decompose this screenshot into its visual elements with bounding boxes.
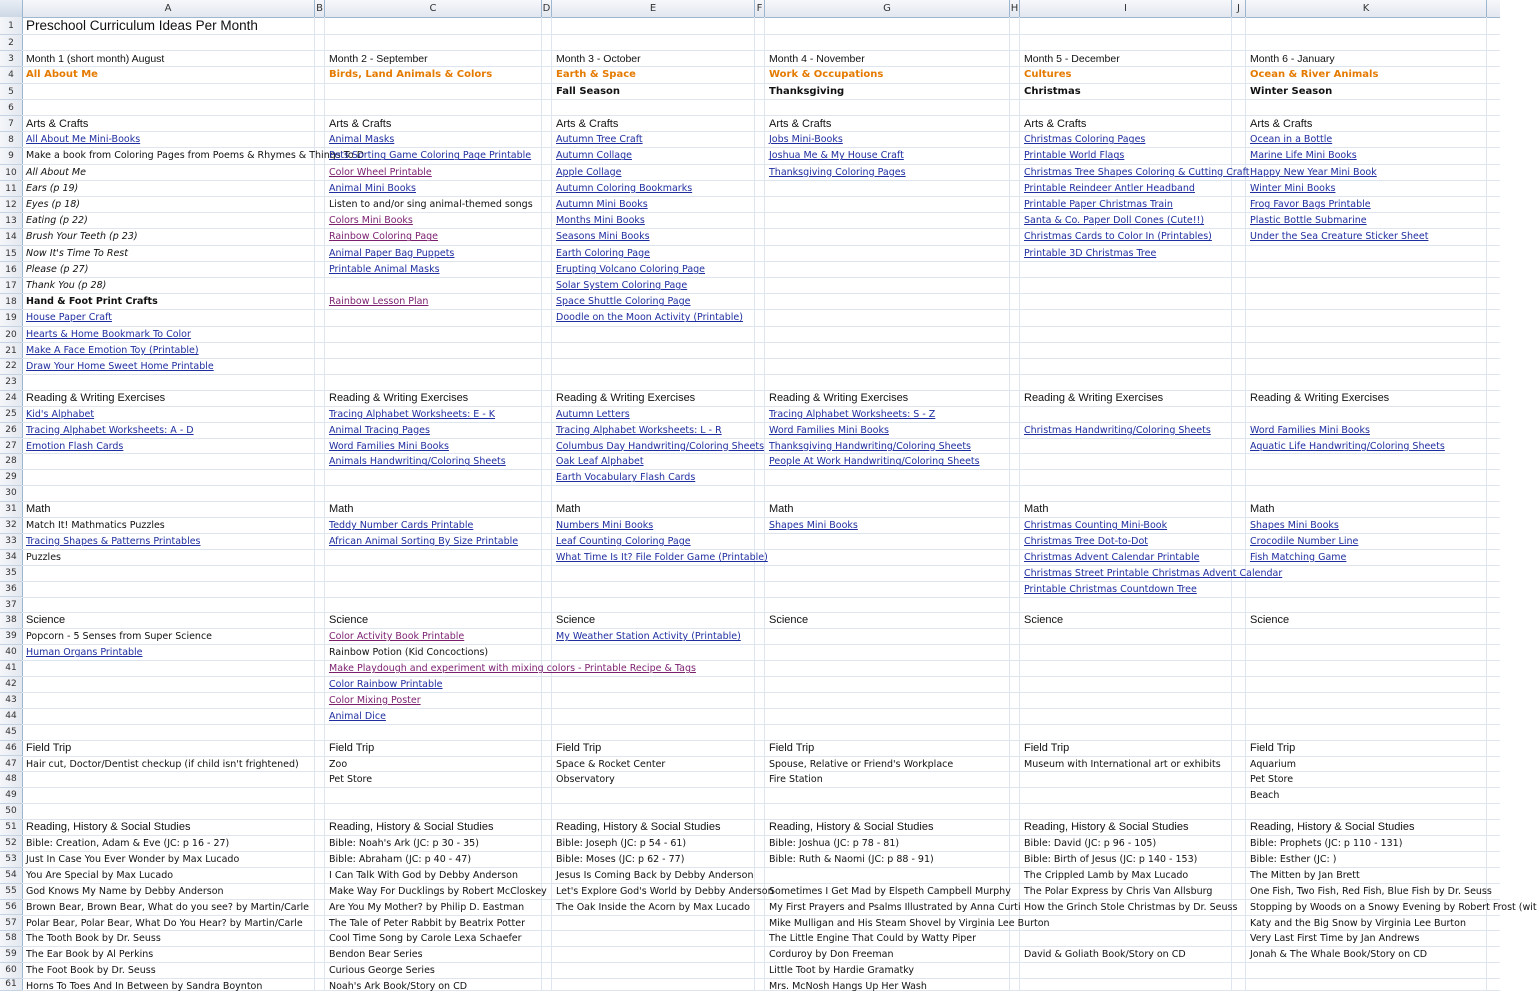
row-header[interactable]: 12: [0, 197, 22, 213]
cell-text: The Tale of Peter Rabbit by Beatrix Potter: [329, 917, 525, 929]
section-heading: Math: [1024, 503, 1049, 516]
cell-hyperlink[interactable]: Happy New Year Mini Book: [1250, 166, 1377, 178]
row-header[interactable]: 13: [0, 213, 22, 229]
column-header-h[interactable]: H: [1010, 0, 1020, 17]
cell-hyperlink[interactable]: Make A Face Emotion Toy (Printable): [26, 344, 199, 356]
cell-hyperlink[interactable]: Doodle on the Moon Activity (Printable): [556, 312, 743, 324]
row-header[interactable]: 52: [0, 836, 22, 852]
row-header[interactable]: 41: [0, 661, 22, 677]
cell-hyperlink[interactable]: Autumn Tree Craft: [556, 134, 643, 146]
cell-hyperlink[interactable]: Emotion Flash Cards: [26, 440, 124, 452]
row-header[interactable]: 36: [0, 582, 22, 598]
cell-hyperlink[interactable]: Tracing Shapes & Patterns Printables: [26, 535, 201, 547]
cell-hyperlink[interactable]: Numbers Mini Books: [556, 520, 654, 531]
section-heading: Field Trip: [769, 741, 815, 754]
cell-hyperlink[interactable]: Ocean in a Bottle: [1250, 134, 1333, 146]
row-header[interactable]: 39: [0, 629, 22, 645]
section-heading: Field Trip: [329, 741, 375, 754]
section-heading: Reading & Writing Exercises: [1024, 391, 1164, 404]
cell-hyperlink[interactable]: Thanksgiving Coloring Pages: [769, 166, 906, 178]
cell-hyperlink[interactable]: Printable Paper Christmas Train: [1024, 199, 1173, 210]
cell-hyperlink[interactable]: Jobs Mini-Books: [769, 134, 843, 146]
row-header[interactable]: 4: [0, 67, 22, 83]
row-header[interactable]: 43: [0, 693, 22, 709]
row-header[interactable]: 49: [0, 788, 22, 804]
row-header[interactable]: 16: [0, 262, 22, 278]
row-header[interactable]: 48: [0, 772, 22, 788]
row-header[interactable]: 40: [0, 645, 22, 661]
cell-text: Curious George Series: [329, 965, 435, 977]
cell-text: Month 1 (short month) August: [26, 53, 165, 66]
cell-text: Popcorn - 5 Senses from Super Science: [26, 631, 213, 643]
cell-text: Horns To Toes And In Between by Sandra Boynton: [26, 981, 263, 993]
cell-hyperlink[interactable]: Make Playdough and experiment with mixing colors - Printable Recipe & Tags: [329, 663, 696, 675]
cell-hyperlink[interactable]: People At Work Handwriting/Coloring Sheets: [769, 456, 980, 468]
section-heading: Arts & Crafts: [1250, 118, 1313, 130]
cell-text: Aquarium: [1250, 758, 1297, 770]
cell-text: Fall Season: [556, 85, 621, 97]
row-header[interactable]: 8: [0, 132, 22, 148]
cell-text: Eyes (p 18): [26, 199, 80, 210]
cell-text: Just In Case You Ever Wonder by Max Lucado: [26, 853, 240, 865]
cell-text: My First Prayers and Psalms Illustrated by Anna Curti: [769, 901, 1021, 913]
cell-text: Bible: Joshua (JC: p 78 - 81): [769, 838, 900, 849]
cell-text: Rainbow Potion (Kid Concoctions): [329, 647, 489, 659]
cell-hyperlink[interactable]: Shapes Mini Books: [769, 520, 858, 531]
row-header[interactable]: 3: [0, 51, 22, 67]
cell-text: The Foot Book by Dr. Seuss: [26, 965, 156, 977]
row-header[interactable]: 25: [0, 407, 22, 423]
row-header[interactable]: 54: [0, 868, 22, 884]
cell-text: Month 6 - January: [1250, 53, 1335, 66]
cell-hyperlink[interactable]: Thanksgiving Handwriting/Coloring Sheets: [769, 440, 971, 452]
cell-text: Winter Season: [1250, 85, 1333, 97]
cell-text: Bible: Ruth & Naomi (JC: p 88 - 91): [769, 853, 934, 865]
cell-hyperlink[interactable]: All About Me Mini-Books: [26, 134, 141, 146]
cell-text: Space & Rocket Center: [556, 758, 666, 770]
cell-text: Mike Mulligan and His Steam Shovel by Virginia Lee Burton: [769, 917, 1050, 929]
section-heading: Field Trip: [556, 741, 602, 754]
cell-text: Very Last First Time by Jan Andrews: [1250, 933, 1420, 945]
cell-text: Mrs. McNosh Hangs Up Her Wash: [769, 981, 927, 993]
row-header[interactable]: 2: [0, 35, 22, 51]
section-heading: Arts & Crafts: [329, 118, 392, 130]
row-header[interactable]: 18: [0, 294, 22, 310]
section-heading: Arts & Crafts: [26, 118, 89, 130]
row-header[interactable]: 28: [0, 454, 22, 470]
column-header-f[interactable]: F: [755, 0, 765, 17]
row-header[interactable]: 21: [0, 343, 22, 359]
cell-text: Bible: Noah's Ark (JC: p 30 - 35): [329, 838, 479, 849]
row-header[interactable]: 47: [0, 757, 22, 773]
cell-text: Let's Explore God's World by Debby Anderson: [556, 885, 774, 897]
cell-text: Month 3 - October: [556, 53, 641, 66]
cell-text: Bible: David (JC: p 96 - 105): [1024, 838, 1157, 849]
row-header[interactable]: 9: [0, 148, 22, 164]
cell-hyperlink[interactable]: Animal Paper Bag Puppets: [329, 247, 455, 259]
row-header[interactable]: 61: [0, 979, 22, 991]
cell-text: Make a book from Coloring Pages from Poems & Rhymes & Things To D: [26, 150, 365, 162]
cell-text: Month 5 - December: [1024, 53, 1120, 66]
cell-text: The Little Engine That Could by Watty Piper: [769, 933, 977, 945]
cell-text: Hand & Foot Print Crafts: [26, 296, 158, 308]
cell-hyperlink[interactable]: Kid's Alphabet: [26, 408, 95, 420]
section-heading: Reading, History & Social Studies: [1024, 821, 1189, 834]
row-header[interactable]: 24: [0, 391, 22, 407]
cell-text: Bible: Prophets (JC: p 110 - 131): [1250, 838, 1403, 849]
cell-text: Katy and the Big Snow by Virginia Lee Burton: [1250, 917, 1466, 929]
cell-text: Fire Station: [769, 774, 823, 786]
section-heading: Arts & Crafts: [769, 118, 832, 130]
cell-hyperlink[interactable]: Tracing Alphabet Worksheets: A - D: [26, 424, 194, 436]
cell-text: The Mitten by Jan Brett: [1250, 869, 1360, 881]
cell-hyperlink[interactable]: Erupting Volcano Coloring Page: [556, 263, 706, 275]
cell-hyperlink[interactable]: Teddy Number Cards Printable: [329, 520, 474, 531]
section-heading: Reading, History & Social Studies: [1250, 821, 1415, 834]
cell-hyperlink[interactable]: Word Families Mini Books: [329, 440, 449, 452]
cell-hyperlink[interactable]: Printable Reindeer Antler Headband: [1024, 182, 1195, 194]
cell-hyperlink[interactable]: Christmas Handwriting/Coloring Sheets: [1024, 424, 1211, 436]
cell-hyperlink[interactable]: Printable Animal Masks: [329, 263, 440, 275]
cell-text: Thank You (p 28): [26, 280, 107, 291]
cell-text: David & Goliath Book/Story on CD: [1024, 949, 1186, 961]
cell-hyperlink[interactable]: Christmas Coloring Pages: [1024, 134, 1146, 146]
row-header[interactable]: 7: [0, 116, 22, 132]
cell-text: The Tooth Book by Dr. Seuss: [26, 933, 161, 945]
section-heading: Arts & Crafts: [1024, 118, 1087, 130]
cell-hyperlink[interactable]: Tracing Alphabet Worksheets: L - R: [556, 424, 722, 436]
cell-text: Bible: Abraham (JC: p 40 - 47): [329, 853, 472, 865]
row-header[interactable]: 5: [0, 84, 22, 100]
row-header[interactable]: 22: [0, 359, 22, 375]
cell-hyperlink[interactable]: Rainbow Coloring Page: [329, 231, 439, 243]
section-heading: Reading & Writing Exercises: [329, 391, 469, 404]
section-heading: Reading & Writing Exercises: [1250, 391, 1390, 404]
section-heading: Math: [769, 503, 794, 516]
row-header[interactable]: 44: [0, 709, 22, 725]
cell-text: Bible: Birth of Jesus (JC: p 140 - 153): [1024, 853, 1198, 865]
row-header[interactable]: 45: [0, 725, 22, 741]
cell-text: Make Way For Ducklings by Robert McCloskey: [329, 885, 547, 897]
cell-hyperlink[interactable]: Christmas Cards to Color In (Printables): [1024, 231, 1212, 243]
section-heading: Math: [26, 503, 51, 516]
cell-text: Puzzles: [26, 551, 61, 563]
cell-hyperlink[interactable]: Autumn Mini Books: [556, 199, 648, 210]
cell-text: Cool Time Song by Carole Lexa Schaefer: [329, 933, 522, 945]
cell-hyperlink[interactable]: Word Families Mini Books: [769, 424, 889, 436]
row-header[interactable]: 19: [0, 310, 22, 326]
cell-hyperlink[interactable]: Seasons Mini Books: [556, 231, 650, 243]
cell-text: Corduroy by Don Freeman: [769, 949, 894, 961]
cell-text: One Fish, Two Fish, Red Fish, Blue Fish by Dr. Seuss: [1250, 885, 1492, 897]
row-header[interactable]: 23: [0, 375, 22, 391]
cell-hyperlink[interactable]: Rainbow Lesson Plan: [329, 296, 429, 308]
row-header[interactable]: 10: [0, 165, 22, 181]
cell-text: Spouse, Relative or Friend's Workplace: [769, 758, 954, 770]
cell-text: Little Toot by Hardie Gramatky: [769, 965, 915, 977]
section-heading: Science: [769, 614, 809, 627]
cell-hyperlink[interactable]: Fish Matching Game: [1250, 551, 1347, 563]
row-header[interactable]: 38: [0, 613, 22, 629]
row-header[interactable]: 29: [0, 470, 22, 486]
cell-hyperlink[interactable]: Plastic Bottle Submarine: [1250, 215, 1367, 227]
cell-text: Birds, Land Animals & Colors: [329, 69, 493, 81]
column-header-k[interactable]: K: [1246, 0, 1487, 17]
cell-hyperlink[interactable]: Santa & Co. Paper Doll Cones (Cute!!): [1024, 215, 1205, 227]
cell-text: Listen to and/or sing animal-themed songs: [329, 199, 533, 210]
cell-text: Cultures: [1024, 69, 1072, 81]
cell-text: Eating (p 22): [26, 215, 88, 227]
cell-hyperlink[interactable]: Color Activity Book Printable: [329, 631, 465, 643]
cell-hyperlink[interactable]: Animal Tracing Pages: [329, 424, 430, 436]
cell-text: Sometimes I Get Mad by Elspeth Campbell Murphy: [769, 885, 1011, 897]
cell-text: Jesus Is Coming Back by Debby Anderson: [556, 869, 754, 881]
cell-text: The Oak Inside the Acorn by Max Lucado: [556, 901, 750, 913]
row-header[interactable]: 31: [0, 502, 22, 518]
section-heading: Reading, History & Social Studies: [769, 821, 934, 834]
cell-text: Thanksgiving: [769, 85, 845, 97]
cell-hyperlink[interactable]: Colors Mini Books: [329, 215, 413, 227]
column-header-e[interactable]: E: [552, 0, 755, 17]
cell-text: Please (p 27): [26, 263, 89, 275]
row-header[interactable]: 58: [0, 931, 22, 947]
row-header[interactable]: 35: [0, 566, 22, 582]
cell-hyperlink[interactable]: What Time Is It? File Folder Game (Printable): [556, 551, 768, 563]
cell-hyperlink[interactable]: Tracing Alphabet Worksheets: S - Z: [769, 408, 936, 420]
row-header[interactable]: 34: [0, 550, 22, 566]
cell-hyperlink[interactable]: Christmas Tree Dot-to-Dot: [1024, 535, 1149, 547]
cell-hyperlink[interactable]: Shapes Mini Books: [1250, 520, 1339, 531]
cell-text: I Can Talk With God by Debby Anderson: [329, 869, 518, 881]
cell-text: Now It's Time To Rest: [26, 247, 128, 259]
row-header[interactable]: 32: [0, 518, 22, 534]
cell-hyperlink[interactable]: House Paper Craft: [26, 312, 112, 324]
cell-hyperlink[interactable]: Autumn Collage: [556, 150, 632, 162]
column-header-a[interactable]: A: [22, 0, 315, 17]
section-heading: Science: [329, 614, 369, 627]
cell-text: God Knows My Name by Debby Anderson: [26, 885, 224, 897]
cell-text: Pet Store: [1250, 774, 1294, 786]
cell-hyperlink[interactable]: Marine Life Mini Books: [1250, 150, 1357, 162]
cell-text: How the Grinch Stole Christmas by Dr. Seuss: [1024, 901, 1238, 913]
column-header-g[interactable]: G: [765, 0, 1010, 17]
cell-hyperlink[interactable]: Printable 3D Christmas Tree: [1024, 247, 1157, 259]
cell-hyperlink[interactable]: Tracing Alphabet Worksheets: E - K: [329, 408, 496, 420]
cell-hyperlink[interactable]: Frog Favor Bags Printable: [1250, 199, 1371, 210]
cell-hyperlink[interactable]: Aquatic Life Handwriting/Coloring Sheets: [1250, 440, 1445, 452]
sheet-title: Preschool Curriculum Ideas Per Month: [26, 18, 258, 33]
section-heading: Reading, History & Social Studies: [329, 821, 494, 834]
cell-text: Month 4 - November: [769, 53, 865, 66]
row-header[interactable]: 27: [0, 439, 22, 455]
cell-text: Polar Bear, Polar Bear, What Do You Hear? by Martin/Carle: [26, 917, 303, 929]
section-heading: Reading, History & Social Studies: [556, 821, 721, 834]
cell-hyperlink[interactable]: Color Wheel Printable: [329, 166, 432, 178]
row-header[interactable]: 20: [0, 327, 22, 343]
cell-hyperlink[interactable]: Printable World Flags: [1024, 150, 1125, 162]
cell-hyperlink[interactable]: African Animal Sorting By Size Printable: [329, 535, 519, 547]
cell-hyperlink[interactable]: Christmas Street Printable Christmas Advent Calendar: [1024, 567, 1283, 579]
section-heading: Reading & Writing Exercises: [556, 391, 696, 404]
column-header-j[interactable]: J: [1232, 0, 1246, 17]
cell-hyperlink[interactable]: Joshua Me & My House Craft: [769, 150, 904, 162]
cell-text: Pet Store: [329, 774, 373, 786]
column-header-d[interactable]: D: [542, 0, 552, 17]
row-header[interactable]: 60: [0, 963, 22, 979]
row-header[interactable]: 46: [0, 741, 22, 757]
cell-text: Bible: Esther (JC: ): [1250, 853, 1337, 865]
cell-text: The Polar Express by Chris Van Allsburg: [1024, 885, 1213, 897]
cell-text: Observatory: [556, 774, 615, 786]
row-header[interactable]: 37: [0, 598, 22, 614]
row-header[interactable]: 26: [0, 423, 22, 439]
section-heading: Arts & Crafts: [556, 118, 619, 130]
cell-text: Brown Bear, Brown Bear, What do you see? by Martin/Carle: [26, 901, 309, 913]
row-header[interactable]: 50: [0, 804, 22, 820]
section-heading: Field Trip: [26, 741, 72, 754]
cell-text: Stopping by Woods on a Snowy Evening by Robert Frost (wit: [1250, 901, 1537, 913]
cell-hyperlink[interactable]: Winter Mini Books: [1250, 182, 1336, 194]
column-header-b[interactable]: B: [315, 0, 325, 17]
row-header[interactable]: 1: [0, 17, 22, 35]
section-heading: Reading & Writing Exercises: [26, 391, 166, 404]
section-heading: Field Trip: [1024, 741, 1070, 754]
cell-hyperlink[interactable]: Solar System Coloring Page: [556, 280, 688, 291]
cell-hyperlink[interactable]: Color Mixing Poster: [329, 694, 421, 706]
cell-hyperlink[interactable]: Christmas Tree Shapes Coloring & Cutting Craft: [1024, 166, 1250, 178]
cell-hyperlink[interactable]: Leaf Counting Coloring Page: [556, 535, 691, 547]
cell-text: Bible: Creation, Adam & Eve (JC: p 16 - 27): [26, 838, 230, 849]
cell-hyperlink[interactable]: Animal Dice: [329, 710, 386, 722]
row-header[interactable]: 17: [0, 278, 22, 294]
cell-hyperlink[interactable]: Oak Leaf Alphabet: [556, 456, 644, 468]
cell-text: Zoo: [329, 758, 348, 770]
cell-text: Jonah & The Whale Book/Story on CD: [1250, 949, 1428, 961]
row-header[interactable]: 14: [0, 229, 22, 245]
cell-text: Bible: Joseph (JC: p 54 - 61): [556, 838, 687, 849]
section-heading: Math: [556, 503, 581, 516]
cell-hyperlink[interactable]: Under the Sea Creature Sticker Sheet: [1250, 231, 1429, 243]
cell-text: All About Me: [26, 69, 98, 81]
cell-text: Are You My Mother? by Philip D. Eastman: [329, 901, 525, 913]
cell-hyperlink[interactable]: Hearts & Home Bookmark To Color: [26, 328, 191, 340]
cell-hyperlink[interactable]: Autumn Coloring Bookmarks: [556, 182, 693, 194]
cell-hyperlink[interactable]: Christmas Counting Mini-Book: [1024, 520, 1168, 531]
cell-text: Christmas: [1024, 85, 1081, 97]
section-heading: Math: [329, 503, 354, 516]
cell-hyperlink[interactable]: Color Rainbow Printable: [329, 679, 443, 690]
cell-hyperlink[interactable]: Animal Mini Books: [329, 182, 417, 194]
cell-text: The Ear Book by Al Perkins: [26, 949, 154, 961]
row-header[interactable]: 33: [0, 534, 22, 550]
cell-hyperlink[interactable]: Months Mini Books: [556, 215, 645, 227]
row-header[interactable]: 15: [0, 246, 22, 262]
cell-text: Noah's Ark Book/Story on CD: [329, 981, 468, 993]
cell-hyperlink[interactable]: Animals Handwriting/Coloring Sheets: [329, 456, 506, 468]
cell-hyperlink[interactable]: Human Organs Printable: [26, 647, 143, 659]
cell-hyperlink[interactable]: Earth Vocabulary Flash Cards: [556, 472, 696, 484]
cell-text: You Are Special by Max Lucado: [26, 869, 174, 881]
column-header-i[interactable]: I: [1020, 0, 1232, 17]
row-header[interactable]: 57: [0, 916, 22, 932]
cell-text: Bible: Moses (JC: p 62 - 77): [556, 853, 685, 865]
cell-hyperlink[interactable]: Animal Masks: [329, 134, 395, 146]
cell-hyperlink[interactable]: Earth Coloring Page: [556, 247, 651, 259]
cell-text: Hair cut, Doctor/Dentist checkup (if child isn't frightened): [26, 758, 299, 770]
cell-hyperlink[interactable]: My Weather Station Activity (Printable): [556, 631, 741, 643]
cell-text: Ocean & River Animals: [1250, 69, 1379, 81]
cell-text: Brush Your Teeth (p 23): [26, 231, 138, 243]
row-header[interactable]: 51: [0, 820, 22, 836]
cell-hyperlink[interactable]: Printable Christmas Countdown Tree: [1024, 583, 1197, 595]
row-header[interactable]: 59: [0, 947, 22, 963]
section-heading: Reading & Writing Exercises: [769, 391, 909, 404]
row-header[interactable]: 56: [0, 900, 22, 916]
cell-text: All About Me: [26, 166, 86, 178]
row-header[interactable]: 55: [0, 884, 22, 900]
section-heading: Science: [556, 614, 596, 627]
cell-hyperlink[interactable]: Christmas Advent Calendar Printable: [1024, 551, 1200, 563]
cell-hyperlink[interactable]: Pets Sorting Game Coloring Page Printable: [329, 150, 532, 162]
section-heading: Science: [26, 614, 66, 627]
section-heading: Math: [1250, 503, 1275, 516]
cell-hyperlink[interactable]: Crocodile Number Line: [1250, 535, 1359, 547]
cell-text: Match It! Mathmatics Puzzles: [26, 520, 165, 531]
row-header[interactable]: 30: [0, 486, 22, 502]
row-header[interactable]: 11: [0, 181, 22, 197]
row-header[interactable]: 53: [0, 852, 22, 868]
cell-hyperlink[interactable]: Columbus Day Handwriting/Coloring Sheets: [556, 440, 765, 452]
cell-text: Ears (p 19): [26, 182, 79, 194]
cell-hyperlink[interactable]: Space Shuttle Coloring Page: [556, 296, 691, 308]
section-heading: Science: [1024, 614, 1064, 627]
section-heading: Science: [1250, 614, 1290, 627]
row-header[interactable]: 42: [0, 677, 22, 693]
cell-hyperlink[interactable]: Draw Your Home Sweet Home Printable: [26, 361, 214, 372]
cell-text: Museum with International art or exhibits: [1024, 758, 1221, 770]
cell-text: Bendon Bear Series: [329, 949, 423, 961]
section-heading: Field Trip: [1250, 741, 1296, 754]
cell-text: Work & Occupations: [769, 69, 884, 81]
cell-text: Earth & Space: [556, 69, 636, 81]
row-header[interactable]: 6: [0, 100, 22, 116]
cell-hyperlink[interactable]: Word Families Mini Books: [1250, 424, 1370, 436]
cell-text: Month 2 - September: [329, 53, 428, 66]
section-heading: Reading, History & Social Studies: [26, 821, 191, 834]
cell-text: The Crippled Lamb by Max Lucado: [1024, 869, 1189, 881]
cell-hyperlink[interactable]: Apple Collage: [556, 166, 622, 178]
cell-hyperlink[interactable]: Autumn Letters: [556, 408, 630, 420]
cell-text: Beach: [1250, 790, 1280, 802]
column-header-c[interactable]: C: [325, 0, 542, 17]
